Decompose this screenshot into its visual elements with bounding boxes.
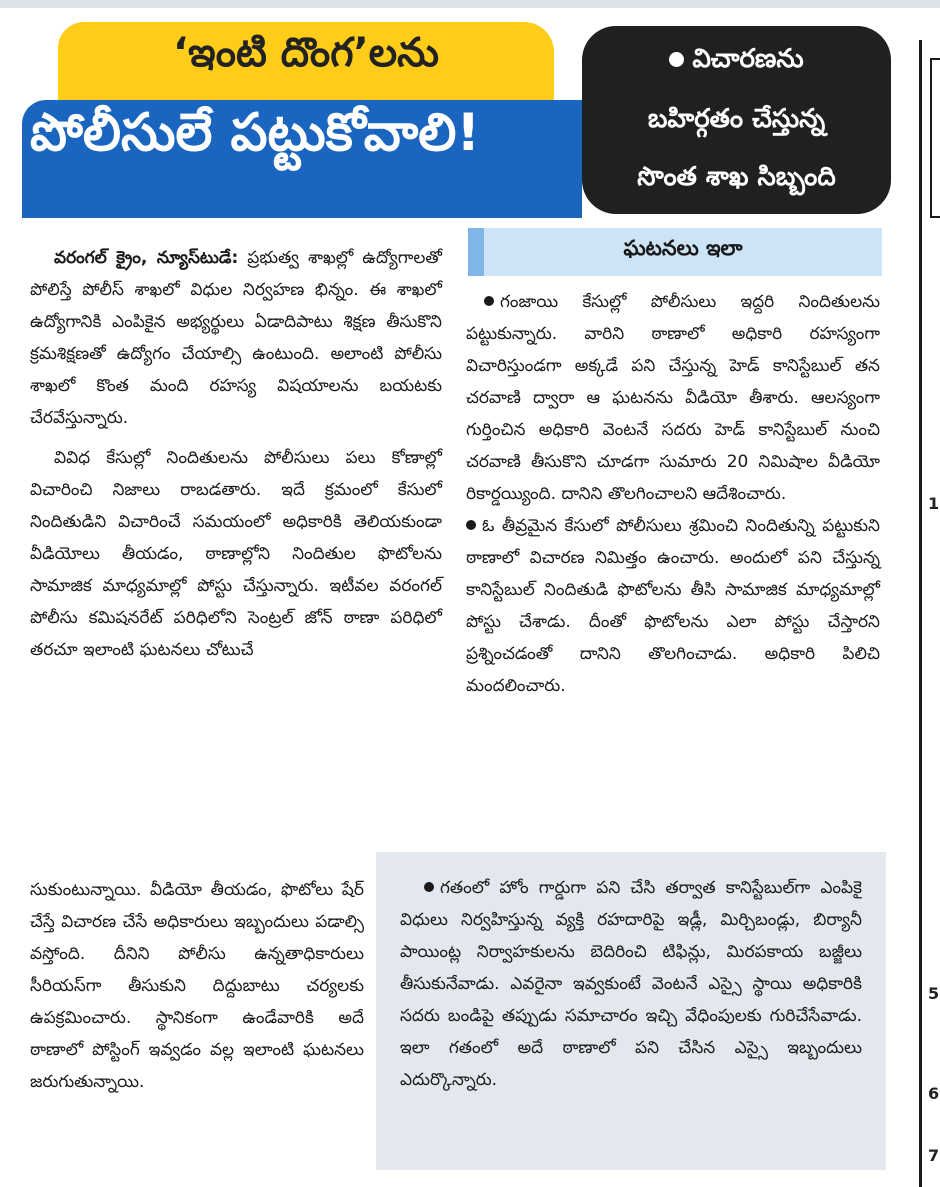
- article-body-left: [30, 242, 442, 674]
- bullet-icon: [466, 520, 476, 530]
- bullet-icon: [484, 296, 494, 306]
- adjacent-article-fragment: 7: [928, 1146, 940, 1165]
- adjacent-article-fragment: 5: [928, 984, 940, 1003]
- sidebar-title: ఘటనలు ఇలా: [623, 236, 743, 260]
- sidebar-incidents: [466, 286, 880, 702]
- summary-line-3: సొంత శాఖ సిబ్బంది: [637, 162, 836, 192]
- adjacent-article-fragment: 1: [928, 494, 940, 513]
- bullet-icon: [424, 882, 434, 892]
- incident-3-text: గతంలో హోం గార్డుగా పని చేసి తర్వాత కానిస్టేబుల్‌గా ఎంపికై విధులు నిర్వహిస్తున్న వ్యక్తి రహదారిపై ఇడ్లీ, మిర్చిబండ్లు, బిర్యానీ పాయింట్ల నిర్వాహకులను బెదిరించి టిఫిన్లు, మిరపకాయ బజ్జీలు తీసుకునేవాడు. ఎవరైనా ఇవ్వకుంటే వెంటనే ఎస్సై స్థాయి అధికారికి సదరు బండిపై తప్పుడు సమాచారం ఇచ్చి వేధింపులకు గురిచేసేవాడు. ఇలా గతంలో అదే ఠాణాలో పని చేసిన ఎస్సై ఇబ్బందులు ఎదుర్కొన్నారు.: [400, 878, 862, 1090]
- article-paragraph-2-continued: సుకుంటున్నాయి. వీడియో తీయడం, ఫొటోలు షేర్ చేస్తే విచారణ చేసే అధికారులు ఇబ్బందులు పడాల్సి వస్తోంది. దీనిని పోలీసు ఉన్నతాధికారులు సీరియస్‌గా తీసుకుని దిద్దుబాటు చర్యలకు ఉపక్రమించారు. స్థానికంగా ఉండేవారికి అదే ఠాణాలో పోస్టింగ్ ఇవ్వడం వల్ల ఇలాంటి ఘటనలు జరుగుతున్నాయి.: [30, 880, 364, 1092]
- adjacent-article-box: [930, 58, 940, 218]
- article-paragraph-2: వివిధ కేసుల్లో నిందితులను పోలీసులు పలు కోణాల్లో విచారించి నిజాలు రాబడతారు. ఇదే క్రమంలో కేసులో నిందితుడిని విచారించే సమయంలో అధికారికి తెలియకుండా వీడియోలు తీయడం, ఠాణాల్లోని నిందితుల ఫొటోలను సామాజిక మాధ్యమాల్లో పోస్టు చేస్తున్నారు. ఇటీవల వరంగల్ పోలీసు కమిషనరేట్ పరిధిలోని సెంట్రల్ జోన్ ఠాణా పరిధిలో తరచూ ఇలాంటి ఘటనలు చోటుచే: [30, 448, 442, 660]
- sidebar-title-accent: [468, 228, 484, 276]
- incident-2-text: ఓ తీవ్రమైన కేసులో పోలీసులు శ్రమించి నిందితున్ని పట్టుకుని ఠాణాలో విచారణ నిమిత్తం ఉంచారు. అందులో పని చేస్తున్న కానిస్టేబుల్ నిందితుడి ఫొటోలను తీసి సామాజిక మాధ్యమాల్లో పోస్టు చేశాడు. దీంతో ఫొటోలను ఎలా పోస్టు చేస్తారని ప్రశ్నించడంతో దానిని తొలగించాడు. అధికారి పిలిచి మందలించారు.: [466, 516, 880, 696]
- summary-box: [582, 26, 891, 214]
- summary-line-1: [582, 44, 891, 80]
- adjacent-article-fragment: 6: [928, 1084, 940, 1103]
- headline-kicker: ‘ఇంటి దొంగ’లను: [172, 30, 440, 76]
- incident-2: [466, 510, 880, 702]
- incident-1-text: గంజాయి కేసుల్లో పోలీసులు ఇద్దరి నిందితులను పట్టుకున్నారు. వారిని ఠాణాలో అధికారి రహస్యంగా విచారిస్తుండగా అక్కడే పని చేస్తున్న హెడ్ కానిస్టేబుల్ తన చరవాణి ద్వారా ఆ ఘటనను వీడియో తీశారు. ఆలస్యంగా గుర్తించిన అధికారి వెంటనే సదరు హెడ్ కానిస్టేబుల్ నుంచి చరవాణి తీసుకొని చూడగా సుమారు 20 నిమిషాల వీడియో రికార్డయ్యింది. దానిని తొలగించాలని ఆదేశించారు.: [466, 292, 880, 504]
- incident-3: [400, 872, 862, 1096]
- incident-1: [466, 286, 880, 510]
- top-strip: [0, 0, 940, 8]
- summary-line-2: బహిర్గతం చేస్తున్న: [647, 104, 826, 134]
- dateline: వరంగల్ క్రైం, న్యూస్‌టుడే:: [54, 248, 239, 268]
- column-divider: [919, 40, 922, 1187]
- summary-line-1-text: విచారణను: [692, 44, 804, 74]
- paragraph-1-text: ప్రభుత్వ శాఖల్లో ఉద్యోగాలతో పోలిస్తే పోలీస్ శాఖలో విధుల నిర్వహణ భిన్నం. ఈ శాఖలో ఉద్యోగానికి ఎంపికైన అభ్యర్థులు ఏడాదిపాటు శిక్షణ తీసుకొని క్రమశిక్షణతో ఉద్యోగం చేయాల్సి ఉంటుంది. అలాంటి పోలీసు శాఖలో కొంత మంది రహస్య విషయాలను బయటకు చేరవేస్తున్నారు.: [30, 248, 442, 428]
- article-paragraph-1: [30, 242, 442, 434]
- headline-main: పోలీసులే పట్టుకోవాలి!: [30, 103, 481, 163]
- bullet-icon: [669, 52, 684, 67]
